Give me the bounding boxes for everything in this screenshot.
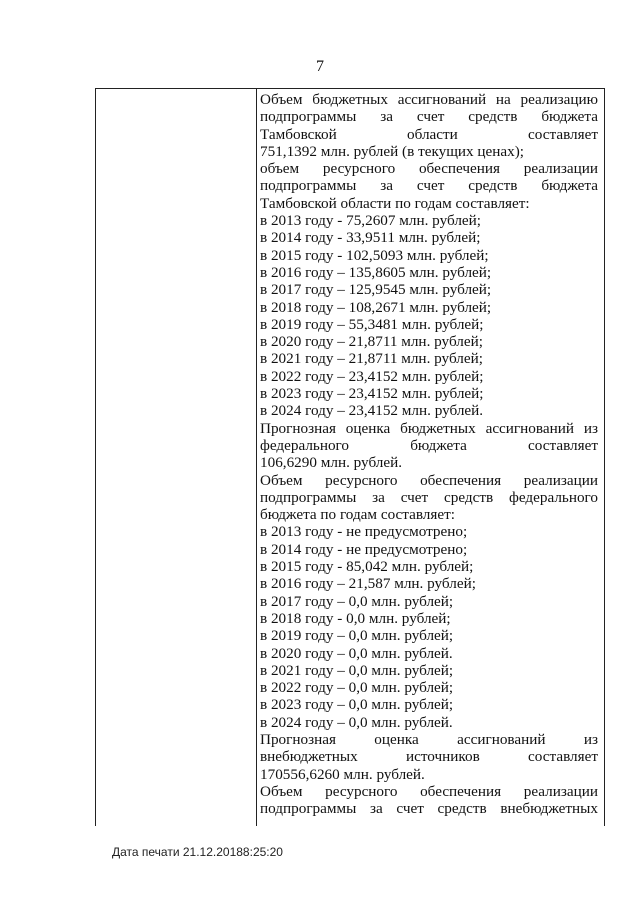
word: за: [380, 177, 393, 195]
word: ассигнований: [457, 730, 546, 748]
word: обеспечения: [418, 160, 501, 178]
word: счет: [416, 177, 445, 195]
word: бюджета: [541, 177, 598, 195]
word: Прогнозная: [260, 419, 336, 437]
justified-line: [260, 437, 598, 454]
word: источников: [405, 748, 480, 766]
justified-line: [260, 177, 598, 194]
year-amount-line: в 2024 году – 0,0 млн. рублей.: [260, 713, 453, 731]
paragraph-last-line: 170556,6260 млн. рублей.: [260, 765, 425, 783]
word: бюджета: [541, 108, 598, 126]
word: средств: [468, 177, 518, 195]
word: составляет: [528, 748, 598, 766]
justified-line: [260, 783, 598, 800]
word: внебюджетных: [260, 748, 358, 766]
print-date: Дата печати 21.12.20188:25:20: [112, 845, 283, 859]
justified-line: [260, 800, 598, 817]
year-amount-line: в 2017 году – 125,9545 млн. рублей;: [260, 281, 492, 299]
word: за: [372, 488, 385, 506]
word: реализации: [523, 471, 598, 489]
word: оценка: [374, 730, 419, 748]
budget-table: [95, 88, 605, 826]
word: области: [407, 125, 458, 143]
word: ассигнований: [485, 419, 574, 437]
word: реализацию: [520, 91, 598, 108]
word: оценка: [345, 419, 391, 437]
word: средств: [437, 800, 487, 818]
resource-support-cell: [260, 91, 598, 817]
justified-line: [260, 160, 598, 177]
word: средств: [468, 108, 518, 126]
word: за: [380, 108, 393, 126]
word: бюджета: [410, 436, 467, 454]
page-number: 7: [316, 58, 324, 75]
year-amount-line: в 2016 году – 135,8605 млн. рублей;: [260, 263, 492, 281]
word: за: [369, 800, 383, 818]
word: бюджетных: [400, 419, 476, 437]
year-amount-line: в 2021 году – 0,0 млн. рублей;: [260, 661, 454, 679]
word: составляет: [528, 125, 598, 143]
justified-line: [260, 91, 598, 108]
word: Объем: [260, 91, 303, 108]
word: Тамбовской: [260, 125, 337, 143]
year-amount-line: в 2017 году – 0,0 млн. рублей;: [260, 592, 454, 610]
year-amount-line: в 2013 году - не предусмотрено;: [260, 523, 468, 541]
word: из: [583, 730, 598, 748]
word: внебюджетных: [500, 800, 598, 818]
year-amount-line: в 2013 году - 75,2607 млн. рублей;: [260, 212, 481, 230]
justified-line: [260, 108, 598, 125]
justified-line: [260, 126, 598, 143]
word: подпрограммы: [260, 800, 357, 818]
word: Объем: [260, 782, 303, 800]
word: средств: [444, 488, 494, 506]
word: обеспечения: [420, 782, 502, 800]
year-amount-line: в 2020 году – 21,8711 млн. рублей;: [260, 333, 483, 351]
year-amount-line: в 2014 году - не предусмотрено;: [260, 540, 468, 558]
year-amount-line: в 2015 году - 102,5093 млн. рублей;: [260, 246, 489, 264]
word: составляет: [528, 436, 598, 454]
year-amount-line: в 2023 году – 23,4152 млн. рублей;: [260, 385, 484, 403]
word: счет: [416, 108, 445, 126]
paragraph-last-line: бюджета по годам составляет:: [260, 506, 455, 524]
year-amount-line: в 2022 году – 0,0 млн. рублей;: [260, 679, 454, 697]
paragraph-last-line: 106,6290 млн. рублей.: [260, 454, 403, 472]
word: на: [495, 91, 511, 108]
word: ресурсного: [325, 782, 398, 800]
word: подпрограммы: [260, 488, 357, 506]
year-amount-line: в 2018 году - 0,0 млн. рублей;: [260, 609, 451, 627]
year-amount-line: в 2015 году - 85,042 млн. рублей;: [260, 558, 474, 576]
word: обеспечения: [420, 471, 502, 489]
word: объем: [260, 160, 300, 178]
year-amount-line: в 2019 году – 0,0 млн. рублей;: [260, 627, 454, 645]
word: подпрограммы: [260, 108, 357, 126]
word: счет: [400, 488, 429, 506]
word: ресурсного: [325, 471, 398, 489]
year-amount-line: в 2016 году – 21,587 млн. рублей;: [260, 575, 476, 593]
word: счет: [396, 800, 424, 818]
word: реализации: [523, 160, 598, 178]
year-amount-line: в 2020 году – 0,0 млн. рублей.: [260, 644, 453, 662]
justified-line: [260, 489, 598, 506]
paragraph-last-line: Тамбовской области по годам составляет:: [260, 194, 530, 212]
year-amount-line: в 2019 году – 55,3481 млн. рублей;: [260, 315, 484, 333]
column-divider: [256, 89, 257, 826]
year-amount-line: в 2021 году – 21,8711 млн. рублей;: [260, 350, 483, 368]
year-amount-line: в 2022 году – 23,4152 млн. рублей;: [260, 367, 484, 385]
paragraph-last-line: 751,1392 млн. рублей (в текущих ценах);: [260, 142, 525, 160]
word: ассигнований: [397, 91, 487, 108]
word: Объем: [260, 471, 303, 489]
year-amount-line: в 2024 году – 23,4152 млн. рублей.: [260, 402, 484, 420]
word: федерального: [509, 488, 598, 506]
word: Прогнозная: [260, 730, 336, 748]
justified-line: [260, 748, 598, 765]
word: ресурсного: [322, 160, 396, 178]
word: из: [583, 419, 598, 437]
word: реализации: [523, 782, 598, 800]
word: подпрограммы: [260, 177, 357, 195]
justified-line: [260, 420, 598, 437]
year-amount-line: в 2014 году - 33,9511 млн. рублей;: [260, 229, 481, 247]
word: федерального: [260, 436, 349, 454]
justified-line: [260, 472, 598, 489]
year-amount-line: в 2018 году – 108,2671 млн. рублей;: [260, 298, 492, 316]
word: бюджетных: [312, 91, 388, 108]
justified-line: [260, 731, 598, 748]
year-amount-line: в 2023 году – 0,0 млн. рублей;: [260, 696, 454, 714]
